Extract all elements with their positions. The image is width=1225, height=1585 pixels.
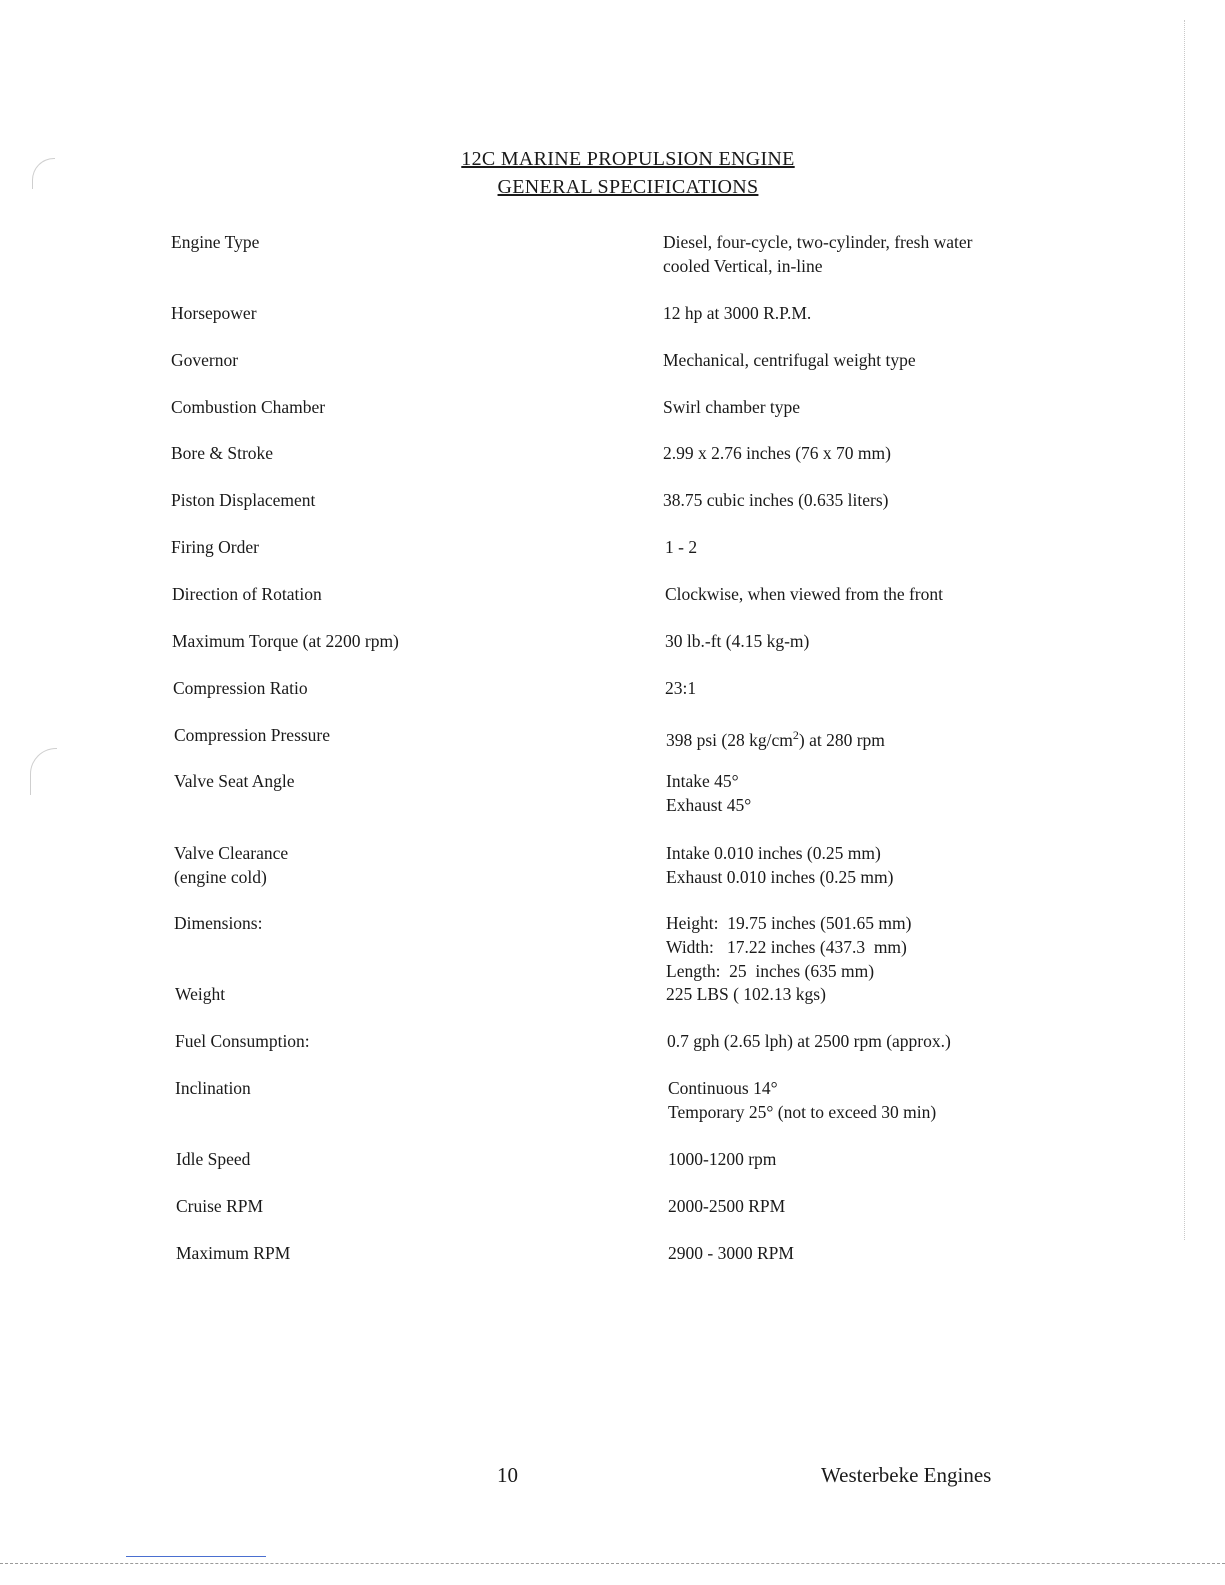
spec-value-engine-type: Diesel, four-cycle, two-cylinder, fresh water cooled Vertical, in-line [663,232,973,276]
title-line-2: GENERAL SPECIFICATIONS [497,176,759,198]
spec-label-governor: Governor [171,350,239,370]
spec-value-governor: Mechanical, centrifugal weight type [663,350,916,370]
title-line-1: 12C MARINE PROPULSION ENGINE [461,148,795,170]
spec-label-maximum-rpm: Maximum RPM [176,1243,291,1263]
scan-mark-mid-left [30,748,57,795]
spec-label-valve-seat-angle: Valve Seat Angle [174,771,295,791]
spec-value-maximum-rpm: 2900 - 3000 RPM [668,1243,794,1263]
spec-label-idle-speed: Idle Speed [176,1149,251,1169]
spec-label-horsepower: Horsepower [171,303,257,323]
spec-value-inclination: Continuous 14° Temporary 25° (not to exceed 30 min) [668,1078,937,1122]
spec-label-firing-order: Firing Order [171,537,259,557]
spec-value-compression-ratio: 23:1 [665,678,697,698]
spec-value-weight: 225 LBS ( 102.13 kgs) [666,984,826,1004]
spec-value-bore-stroke: 2.99 x 2.76 inches (76 x 70 mm) [663,443,891,463]
spec-label-engine-type: Engine Type [171,232,260,252]
footer-brand: Westerbeke Engines [821,1463,992,1487]
spec-label-piston-displacement: Piston Displacement [171,490,316,510]
spec-label-compression-ratio: Compression Ratio [173,678,308,698]
spec-label-dimensions: Dimensions: [174,913,263,933]
spec-value-idle-speed: 1000-1200 rpm [668,1149,777,1169]
spec-label-valve-clearance: Valve Clearance (engine cold) [174,843,289,887]
spec-label-compression-pressure: Compression Pressure [174,725,331,745]
spec-value-compression-pressure: 398 psi (28 $kg/cm^2$) at 280 rpm [666,728,885,750]
spec-value-dimensions: Height: 19.75 inches (501.65 mm) Width: 17.22 inches (437.3 mm) Length: 25 inches (635 mm) [666,913,912,981]
spec-value-firing-order: 1 - 2 [665,537,698,557]
spec-label-cruise-rpm: Cruise RPM [176,1196,264,1216]
spec-value-maximum-torque: 30 lb.-ft (4.15 kg-m) [665,631,810,651]
spec-value-fuel-consumption: 0.7 gph (2.65 lph) at 2500 rpm (approx.) [667,1031,951,1051]
spec-value-horsepower: 12 hp at 3000 R.P.M. [663,303,812,323]
spec-value-valve-clearance: Intake 0.010 inches (0.25 mm) Exhaust 0.010 inches (0.25 mm) [666,843,894,887]
scan-accent-line [126,1556,266,1557]
spec-label-fuel-consumption: Fuel Consumption: [175,1031,310,1051]
spec-label-combustion-chamber: Combustion Chamber [171,397,326,417]
spec-value-valve-seat-angle: Intake 45° Exhaust 45° [666,771,752,815]
scan-border-right [1184,20,1185,1240]
spec-label-inclination: Inclination [175,1078,251,1098]
page-number: 10 [497,1463,518,1487]
spec-label-bore-stroke: Bore & Stroke [171,443,274,463]
spec-value-direction-of-rotation: Clockwise, when viewed from the front [665,584,943,604]
spec-value-piston-displacement: 38.75 cubic inches (0.635 liters) [663,490,889,510]
spec-value-combustion-chamber: Swirl chamber type [663,397,801,417]
scan-border-bottom [0,1563,1225,1564]
spec-value-cruise-rpm: 2000-2500 RPM [668,1196,786,1216]
spec-label-weight: Weight [175,984,226,1004]
spec-label-direction-of-rotation: Direction of Rotation [172,584,322,604]
spec-label-maximum-torque: Maximum Torque (at 2200 rpm) [172,631,399,651]
